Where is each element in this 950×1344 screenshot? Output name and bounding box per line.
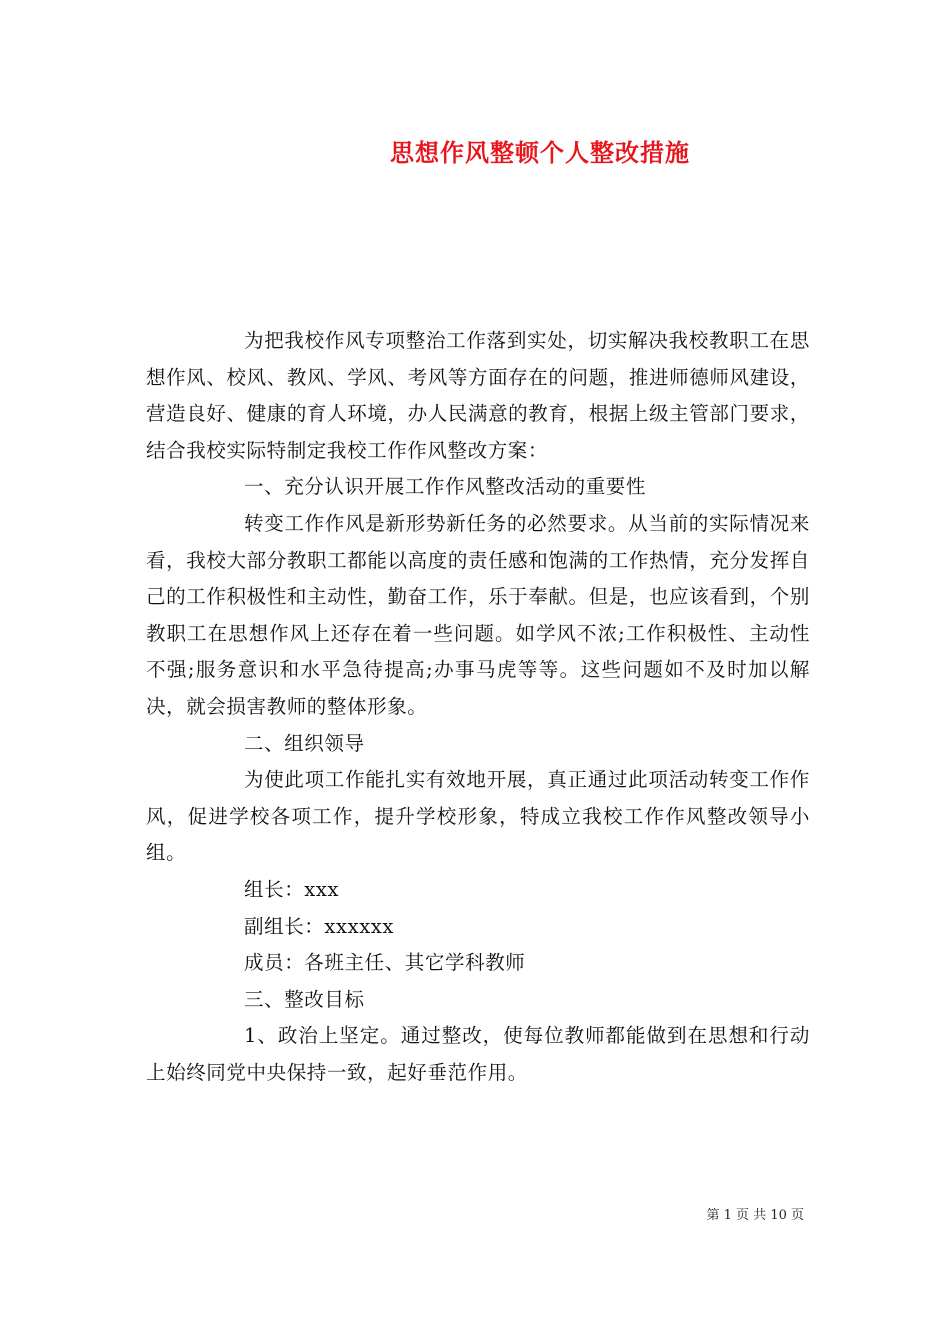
section-heading-2: 二、组织领导 bbox=[244, 731, 365, 755]
leader-line: 组长：xxx bbox=[244, 877, 340, 901]
document-title: 思想作风整顿个人整改措施 bbox=[390, 138, 690, 167]
deputy-leader-line: 副组长：xxxxxx bbox=[244, 914, 394, 938]
section-heading-3: 三、整改目标 bbox=[244, 987, 365, 1011]
paragraph-goal-1: 1、政治上坚定。通过整改，使每位教师都能做到在思想和行动上始终同党中央保持一致，起好垂范作用。 bbox=[146, 1024, 810, 1084]
paragraph-section-2: 为使此项工作能扎实有效地开展，真正通过此项活动转变工作作风，促进学校各项工作，提升学校形象，特成立我校工作作风整改领导小组。 bbox=[146, 768, 810, 865]
paragraph-intro: 为把我校作风专项整治工作落到实处，切实解决我校教职工在思想作风、校风、教风、学风、考风等方面存在的问题，推进师德师风建设，营造良好、健康的育人环境，办人民满意的教育，根据上级主管部门要求，结合我校实际特制定我校工作作风整改方案： bbox=[146, 329, 810, 462]
paragraph-section-1: 转变工作作风是新形势新任务的必然要求。从当前的实际情况来看，我校大部分教职工都能以高度的责任感和饱满的工作热情，充分发挥自己的工作积极性和主动性，勤奋工作，乐于奉献。但是，也应该看到，个别教职工在思想作风上还存在着一些问题。如学风不浓;工作积极性、主动性不强;服务意识和水平急待提高;办事马虎等等。这些问题如不及时加以解决，就会损害教师的整体形象。 bbox=[146, 511, 810, 718]
section-heading-1: 一、充分认识开展工作作风整改活动的重要性 bbox=[244, 475, 647, 499]
document-body bbox=[146, 323, 810, 1091]
members-line: 成员：各班主任、其它学科教师 bbox=[244, 951, 526, 975]
page-number: 第 1 页 共 10 页 bbox=[706, 1208, 804, 1223]
